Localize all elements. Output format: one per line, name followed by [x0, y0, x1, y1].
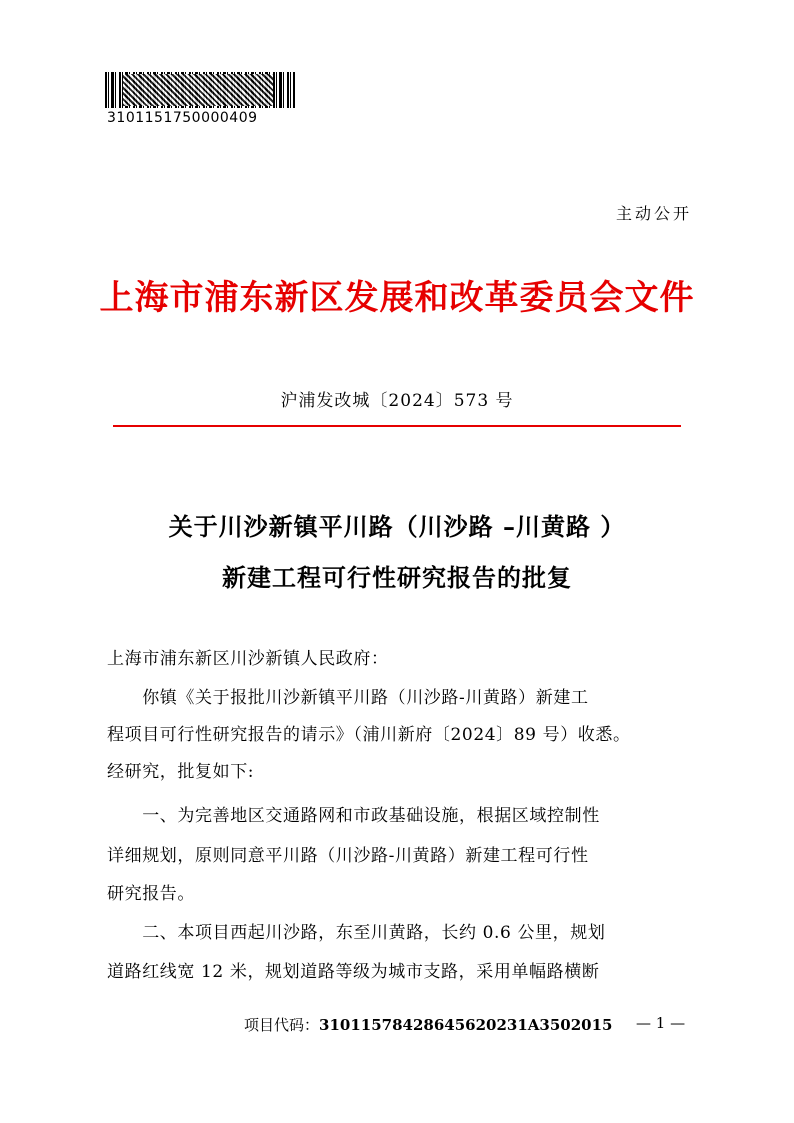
body-line: 一、为完善地区交通路网和市政基础设施，根据区域控制性 [107, 806, 600, 826]
body-line: 研究报告。 [107, 884, 195, 904]
body-line: 上海市浦东新区川沙新镇人民政府： [107, 649, 389, 669]
project-code-label: 项目代码： [244, 1016, 320, 1034]
disclosure-label: 主动公开 [615, 204, 692, 223]
body-line: 经研究，批复如下: [107, 762, 255, 782]
org-title: 上海市浦东新区发展和改革委员会文件 [99, 278, 695, 318]
document-number: 沪浦发改城〔2024〕573 号 [280, 391, 514, 411]
body-line: 道路红线宽 12 米，规划道路等级为城市支路，采用单幅路横断 [107, 962, 600, 982]
project-code [244, 1014, 612, 1035]
barcode-image [105, 72, 295, 108]
document-title-line-1: 关于川沙新镇平川路（川沙路 –川黄路 ） [168, 512, 626, 541]
body-line: 二、本项目西起川沙路，东至川黄路，长约 0.6 公里，规划 [107, 923, 606, 943]
barcode-number: 3101151750000409 [107, 110, 258, 126]
body-line: 你镇《关于报批川沙新镇平川路（川沙路-川黄路）新建工 [107, 688, 589, 708]
project-code-value: 31011578428645620231A3502015 [319, 1016, 613, 1034]
body-line: 程项目可行性研究报告的请示》（浦川新府〔2024〕89 号）收悉。 [107, 725, 631, 745]
red-divider [113, 425, 681, 427]
page-number: — 1 — [636, 1014, 686, 1032]
document-title-line-2: 新建工程可行性研究报告的批复 [222, 563, 572, 592]
body-line: 详细规划，原则同意平川路（川沙路-川黄路）新建工程可行性 [107, 846, 589, 866]
